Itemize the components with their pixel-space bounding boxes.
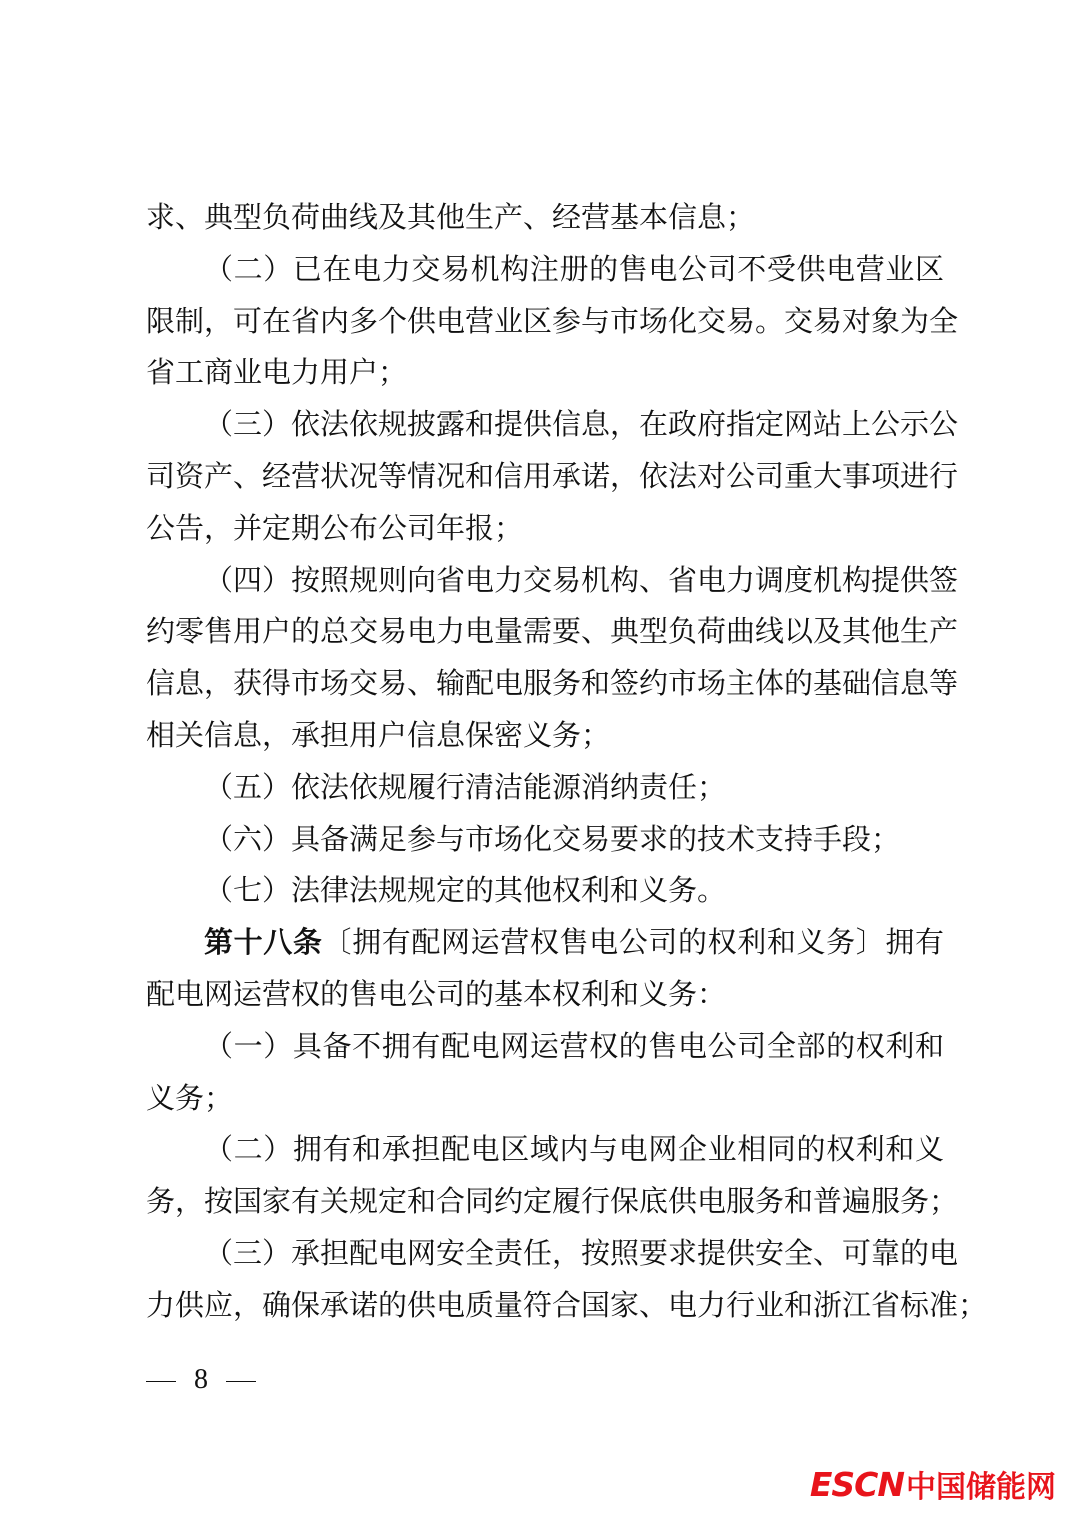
body-line: 限制，可在省内多个供电营业区参与市场化交易。交易对象为全 [146, 303, 959, 338]
body-line: （一）具备不拥有配电网运营权的售电公司全部的权利和 [204, 1028, 944, 1063]
dash-left [146, 1381, 176, 1382]
body-line: 信息，获得市场交易、输配电服务和签约市场主体的基础信息等 [146, 666, 959, 701]
article-number: 第十八条 [204, 925, 323, 960]
dash-right [226, 1381, 256, 1382]
body-line: 求、典型负荷曲线及其他生产、经营基本信息； [146, 200, 756, 234]
body-line: 配电网运营权的售电公司的基本权利和义务： [146, 976, 727, 1011]
body-line: 力供应，确保承诺的供电质量符合国家、电力行业和浙江省标准； [146, 1287, 988, 1322]
body-line: （五）依法依规履行清洁能源消纳责任； [204, 769, 727, 804]
body-line: 约零售用户的总交易电力电量需要、典型负荷曲线以及其他生产 [146, 614, 959, 649]
article-heading [146, 917, 944, 969]
document-body [146, 192, 988, 1332]
body-line: （二）已在电力交易机构注册的售电公司不受供电营业区 [204, 251, 944, 286]
body-line: 公告，并定期公布公司年报； [146, 510, 524, 545]
body-line: 相关信息，承担用户信息保密义务； [146, 717, 611, 752]
body-line: （七）法律法规规定的其他权利和义务。 [204, 873, 727, 908]
watermark-cn: 中国储能网 [906, 1470, 1056, 1505]
watermark-logo [810, 1462, 1056, 1506]
body-line: （三）承担配电网安全责任，按照要求提供安全、可靠的电 [204, 1235, 959, 1270]
body-line: （三）依法依规披露和提供信息，在政府指定网站上公示公 [204, 407, 959, 442]
article-title: 〔拥有配网运营权售电公司的权利和义务〕拥有 [322, 925, 944, 960]
body-line: 司资产、经营状况等情况和信用承诺，依法对公司重大事项进行 [146, 458, 959, 493]
body-line: （六）具备满足参与市场化交易要求的技术支持手段； [204, 821, 901, 856]
body-line: （二）拥有和承担配电区域内与电网企业相同的权利和义 [204, 1132, 944, 1167]
page-number-value: 8 [194, 1364, 208, 1395]
body-line: 义务； [146, 1080, 234, 1115]
body-line: （四）按照规则向省电力交易机构、省电力调度机构提供签 [204, 562, 959, 597]
body-line: 务，按国家有关规定和合同约定履行保底供电服务和普遍服务； [146, 1184, 959, 1219]
watermark-latin: ESCN [809, 1464, 904, 1504]
body-line: 省工商业电力用户； [146, 355, 408, 390]
page-number [146, 1364, 274, 1396]
